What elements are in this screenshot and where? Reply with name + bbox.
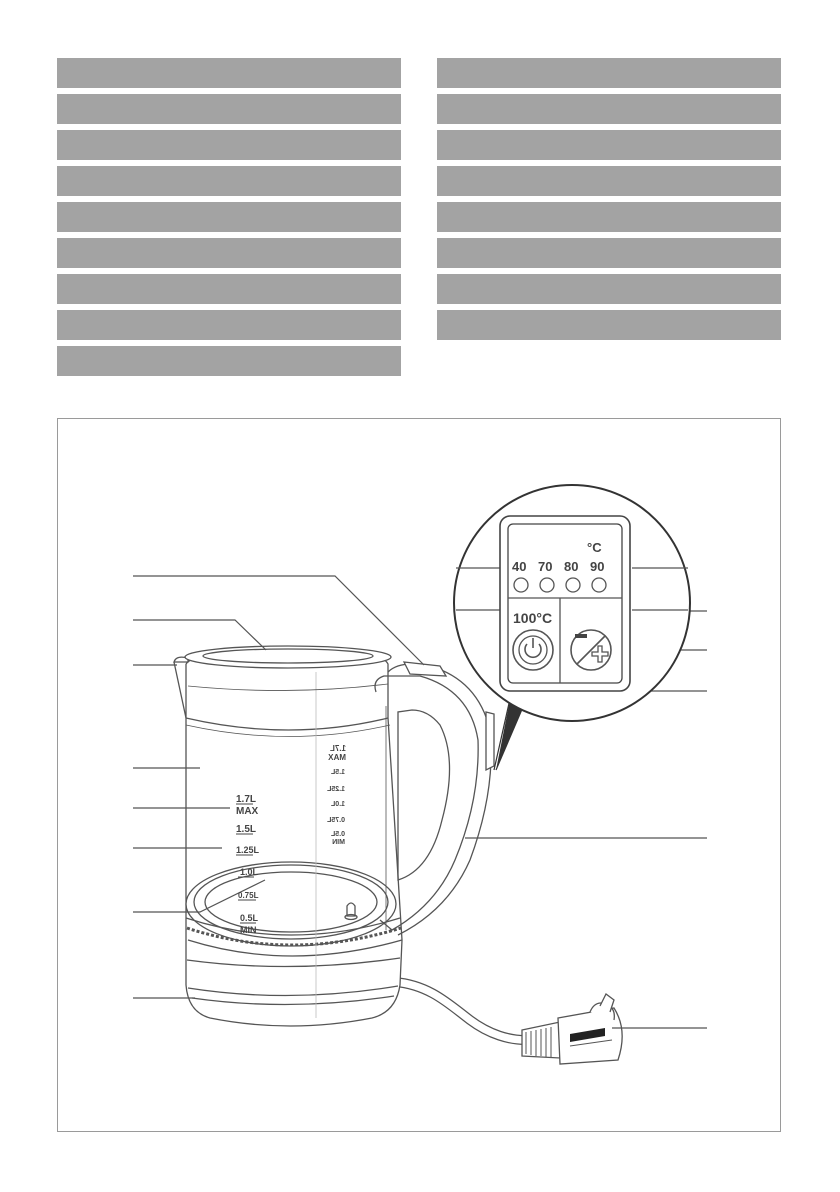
panel-boil-label: 100°C — [513, 610, 553, 626]
fill-scale-mirrored — [326, 744, 346, 846]
panel-temp-80: 80 — [564, 559, 579, 574]
scale-mark-1-25l: 1.25L — [236, 845, 260, 855]
panel-temp-70: 70 — [538, 559, 553, 574]
panel-unit-label: °C — [587, 540, 602, 555]
scale-mark-mirrored-1-25l: 1.25L — [327, 786, 345, 793]
power-cord — [395, 982, 525, 1040]
scale-mark-1-0l: 1.0L — [240, 867, 259, 877]
scale-mark-mirrored-0-75l: 0.75L — [327, 817, 345, 824]
panel-temp-40: 40 — [512, 559, 527, 574]
scale-mark-mirrored-1-7l: 1.7L — [329, 744, 346, 753]
scale-mark-max: MAX — [236, 806, 259, 817]
kettle-base — [186, 940, 402, 1026]
scale-mark-mirrored-1-0l: 1.0L — [330, 801, 345, 808]
lid — [174, 646, 391, 718]
scale-mark-mirrored-max: MAX — [328, 753, 346, 762]
scale-mark-0-75l: 0.75L — [238, 891, 259, 900]
scale-mark-1-5l: 1.5L — [236, 824, 257, 835]
plug — [522, 994, 622, 1064]
scale-mark-min: MIN — [240, 925, 257, 935]
scale-mark-1-7l: 1.7L — [236, 794, 257, 805]
panel-magnifier — [454, 485, 690, 721]
scale-mark-mirrored-1-5l: 1.5L — [330, 769, 345, 776]
scale-mark-mirrored-0-5l: 0.5L — [330, 831, 345, 838]
scale-mark-mirrored-min: MIN — [332, 839, 345, 846]
scale-mark-0-5l: 0.5L — [240, 913, 259, 923]
panel-temp-90: 90 — [590, 559, 605, 574]
